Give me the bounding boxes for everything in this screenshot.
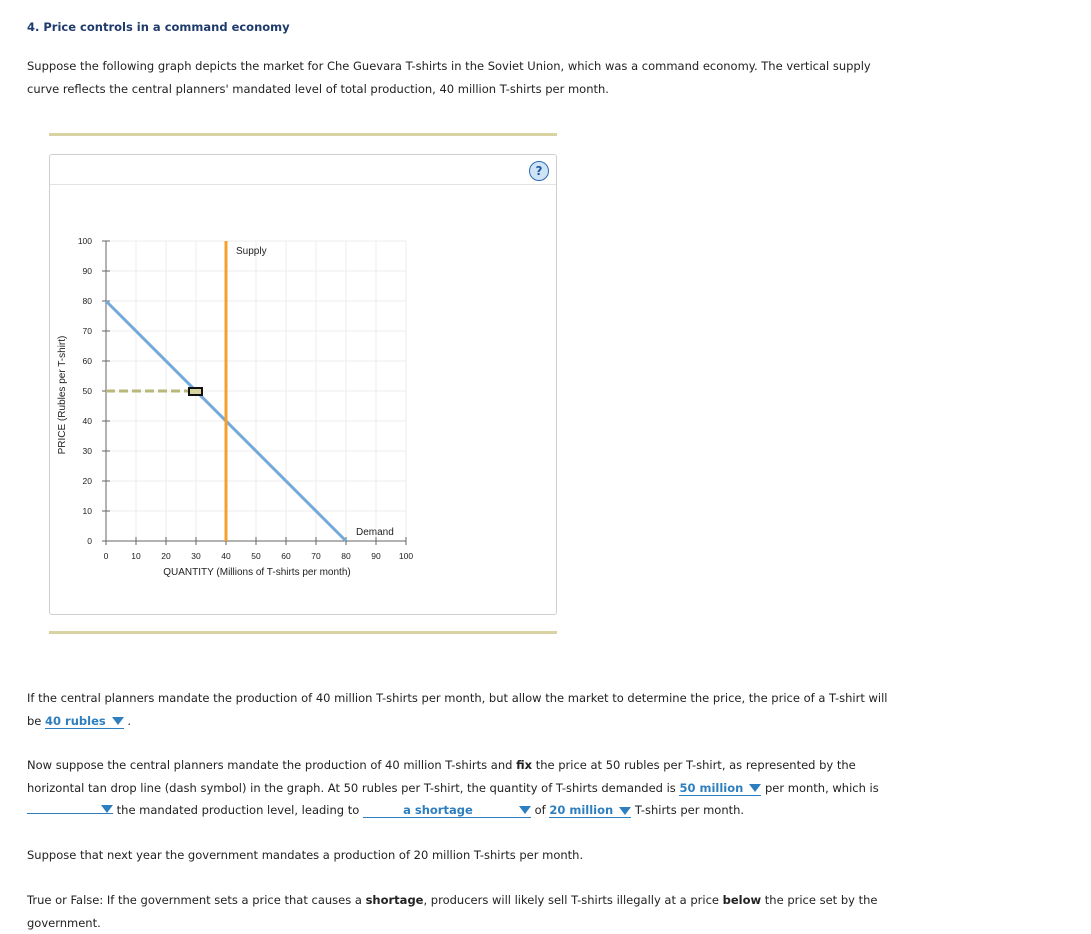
x-tick-label: 40 [221, 551, 231, 561]
x-tick-label: 30 [191, 551, 201, 561]
y-tick-label: 60 [83, 356, 93, 366]
chevron-down-icon [112, 717, 124, 725]
question-1 [27, 687, 907, 732]
q1-be: be [27, 714, 41, 728]
y-tick-label: 10 [83, 506, 93, 516]
outcome-dropdown[interactable] [363, 803, 531, 818]
q2-line-2 [27, 777, 907, 800]
y-tick-label: 50 [83, 386, 93, 396]
axes [102, 241, 406, 545]
q2-text-5: the mandated production level, leading to [117, 803, 360, 817]
price-dropdown-value: 40 rubles [45, 714, 106, 728]
q1-period: . [127, 714, 131, 728]
x-tick-label: 70 [311, 551, 321, 561]
price-dropdown[interactable] [45, 714, 124, 729]
q3-text: Suppose that next year the government mandates a production of 20 million T-shirts per month. [27, 844, 907, 867]
x-axis-label: QUANTITY (Millions of T-shirts per month) [163, 567, 350, 578]
quantity-demanded-dropdown[interactable] [679, 781, 761, 796]
q2-text-6: of [535, 803, 546, 817]
intro-line-1: Suppose the following graph depicts the market for Che Guevara T-shirts in the Soviet Union, which was a command economy. The vertical supply [27, 55, 907, 78]
chevron-down-icon [519, 806, 531, 814]
chevron-down-icon [749, 784, 761, 792]
help-icon[interactable]: ? [529, 161, 549, 181]
q4-text-3: the price set by the [765, 893, 878, 907]
q4-text-1: True or False: If the government sets a price that causes a [27, 893, 362, 907]
x-tick-label: 60 [281, 551, 291, 561]
q2-text-3: horizontal tan drop line (dash symbol) in the graph. At 50 rubles per T-shirt, the quantity of T-shirts demanded is [27, 781, 676, 795]
q4-text-4: government. [27, 912, 907, 934]
y-tick-label: 80 [83, 296, 93, 306]
q1-text: If the central planners mandate the production of 40 million T-shirts per month, but allow the market to determine the price, the price of a T-shirt will [27, 687, 907, 710]
chevron-down-icon [101, 805, 113, 813]
outcome-value: a shortage [403, 803, 473, 817]
graph-panel [49, 154, 557, 615]
tick-labels [78, 236, 414, 561]
q4-shortage: shortage [366, 893, 424, 907]
q2-text-2: the price at 50 rubles per T-shirt, as represented by the [536, 758, 856, 772]
question-title: 4. Price controls in a command economy [27, 20, 290, 34]
y-axis-label: PRICE (Rubles per T-shirt) [57, 336, 68, 455]
x-tick-label: 50 [251, 551, 261, 561]
q4-below: below [723, 893, 762, 907]
question-3 [27, 844, 907, 867]
chevron-down-icon [619, 807, 631, 815]
comparison-dropdown[interactable] [27, 802, 113, 814]
bottom-divider [49, 631, 557, 634]
supply-label: Supply [236, 246, 267, 257]
amount-value: 20 million [549, 803, 613, 817]
y-tick-label: 100 [78, 236, 92, 246]
q2-text-7: T-shirts per month. [635, 803, 744, 817]
question-2 [27, 754, 907, 822]
quantity-demanded-value: 50 million [679, 781, 743, 795]
y-tick-label: 70 [83, 326, 93, 336]
x-tick-label: 90 [371, 551, 381, 561]
top-divider [49, 133, 557, 136]
amount-dropdown[interactable] [549, 803, 631, 818]
price-chart[interactable] [50, 155, 556, 614]
q2-text-1: Now suppose the central planners mandate the production of 40 million T-shirts and [27, 758, 512, 772]
x-tick-label: 0 [104, 551, 109, 561]
q4-text-2: , producers will likely sell T-shirts illegally at a price [423, 893, 719, 907]
x-tick-label: 100 [399, 551, 413, 561]
y-tick-label: 0 [87, 536, 92, 546]
x-tick-label: 20 [161, 551, 171, 561]
intro-text [27, 55, 907, 100]
q2-line-3 [27, 799, 907, 822]
y-tick-label: 30 [83, 446, 93, 456]
x-tick-label: 80 [341, 551, 351, 561]
y-tick-label: 90 [83, 266, 93, 276]
q1-line-2 [27, 710, 907, 733]
y-tick-label: 40 [83, 416, 93, 426]
dash-handle-marker [189, 388, 202, 395]
q2-line-1 [27, 754, 907, 777]
demand-label: Demand [356, 527, 394, 538]
y-tick-label: 20 [83, 476, 93, 486]
q4-line-1 [27, 889, 907, 912]
intro-line-2: curve reflects the central planners' mandated level of total production, 40 million T-shirts per month. [27, 78, 907, 101]
x-tick-label: 10 [131, 551, 141, 561]
q2-text-4: per month, which is [765, 781, 879, 795]
question-4 [27, 889, 907, 934]
q2-fix: fix [516, 758, 532, 772]
